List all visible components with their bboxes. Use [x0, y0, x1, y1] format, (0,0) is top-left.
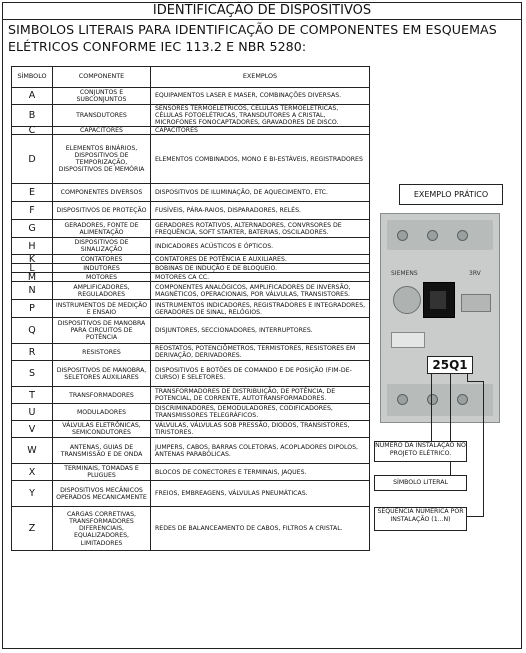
row-symbol: K [12, 255, 53, 264]
row-examples: SENSORES TERMOELÉTRICOS, CÉLULAS TERMOELÉTRICAS, CÉLULAS FOTOELÉTRICAS, TRANSDUTORES A CRISTAL, MICROFONES FONOCAPTADORES, GRAVADORES DE DISCO. [151, 105, 370, 127]
table-row [12, 404, 370, 421]
table-row [12, 184, 370, 202]
row-symbol: S [12, 361, 53, 387]
table-row [12, 300, 370, 318]
page-title: IDENTIFICAÇÃO DE DISPOSITIVOS [2, 2, 522, 20]
row-examples: TRANSFORMADORES DE DISTRIBUIÇÃO, DE POTÊNCIA, DE POTENCIAL, DE CORRENTE, AUTOTRANSFORMADORES. [151, 387, 370, 404]
header-examples: EXEMPLOS [151, 67, 370, 88]
table-row [12, 387, 370, 404]
annotation-numeric-sequence: SEQUÊNCIA NUMÉRICA POR INSTALAÇÃO (1...N) [374, 507, 467, 531]
table-row [12, 344, 370, 361]
row-symbol: T [12, 387, 53, 404]
row-examples: CONTATORES DE POTÊNCIA E AUXILIARES. [151, 255, 370, 264]
table-row [12, 318, 370, 344]
row-examples: BOBINAS DE INDUÇÃO E DE BLOQUEIO. [151, 264, 370, 273]
row-component: ELEMENTOS BINÁRIOS, DISPOSITIVOS DE TEMPORIZAÇÃO, DISPOSITIVOS DE MEMÓRIA [53, 135, 151, 184]
row-symbol: V [12, 421, 53, 438]
table-row [12, 255, 370, 264]
table-row [12, 438, 370, 464]
leader-line [467, 516, 484, 517]
row-symbol: R [12, 344, 53, 361]
example-label: EXEMPLO PRÁTICO [399, 184, 503, 205]
row-symbol: X [12, 464, 53, 481]
row-symbol: U [12, 404, 53, 421]
row-examples: REOSTATOS, POTENCIÔMETROS, TERMISTORES, RESISTORES EM DERIVAÇÃO, DERIVADORES. [151, 344, 370, 361]
row-symbol: Z [12, 507, 53, 551]
table-row [12, 282, 370, 300]
leader-line [483, 381, 484, 517]
row-symbol: F [12, 202, 53, 220]
symbol-table [11, 66, 370, 551]
row-examples: INSTRUMENTOS INDICADORES, REGISTRADORES E INTEGRADORES, GERADORES DE SINAL, RELÓGIOS. [151, 300, 370, 318]
header-symbol: SÍMBOLO [12, 67, 53, 88]
row-symbol: G [12, 220, 53, 238]
row-component: TRANSFORMADORES [53, 387, 151, 404]
row-examples: DISPOSITIVOS DE ILUMINAÇÃO, DE AQUECIMENTO, ETC. [151, 184, 370, 202]
device-brand: SIEMENS [391, 270, 418, 277]
terminal-screw-icon [427, 230, 438, 241]
terminal-screw-icon [457, 394, 468, 405]
rotary-switch-icon [423, 282, 455, 318]
row-examples: DISPOSITIVOS E BOTÕES DE COMANDO E DE POSIÇÃO (FIM-DE-CURSO) E SELETORES. [151, 361, 370, 387]
row-symbol: W [12, 438, 53, 464]
adjustment-knob-icon [393, 286, 421, 314]
device-model: 3RV [469, 270, 481, 277]
annotation-literal-symbol: SÍMBOLO LITERAL [374, 475, 467, 491]
row-component: TRANSDUTORES [53, 105, 151, 127]
row-component: DISPOSITIVOS DE PROTEÇÃO [53, 202, 151, 220]
terminal-screw-icon [397, 394, 408, 405]
row-examples: BLOCOS DE CONECTORES E TERMINAIS, JAQUES. [151, 464, 370, 481]
table-row [12, 421, 370, 438]
table-row [12, 202, 370, 220]
row-symbol: L [12, 264, 53, 273]
row-symbol: H [12, 238, 53, 255]
table-row [12, 464, 370, 481]
table-row [12, 127, 370, 135]
row-component: CONJUNTOS E SUBCONJUNTOS [53, 88, 151, 105]
table-row [12, 105, 370, 127]
row-component: INSTRUMENTOS DE MEDIÇÃO E ENSAIO [53, 300, 151, 318]
row-component: DISPOSITIVOS DE MANOBRA, SELETORES AUXILIARES [53, 361, 151, 387]
row-examples: VÁLVULAS, VÁLVULAS SOB PRESSÃO, DIODOS, TRANSISTORES, TIRISTORES. [151, 421, 370, 438]
subtitle-line-1: SIMBOLOS LITERAIS PARA IDENTIFICAÇÃO DE COMPONENTES EM ESQUEMAS [8, 22, 497, 37]
table-row [12, 135, 370, 184]
row-component: CARGAS CORRETIVAS, TRANSFORMADORES DIFERENCIAIS, EQUALIZADORES, LIMITADORES [53, 507, 151, 551]
device-tag: 25Q1 [427, 356, 473, 374]
table-row [12, 361, 370, 387]
row-examples: EQUIPAMENTOS LASER E MASER, COMBINAÇÕES DIVERSAS. [151, 88, 370, 105]
row-examples: FREIOS, EMBREAGENS, VÁLVULAS PNEUMÁTICAS. [151, 481, 370, 507]
row-symbol: A [12, 88, 53, 105]
page-subtitle [8, 21, 518, 55]
header-component: COMPONENTE [53, 67, 151, 88]
row-examples: DISJUNTORES, SECCIONADORES, INTERRUPTORES. [151, 318, 370, 344]
table-row [12, 507, 370, 551]
table-row [12, 264, 370, 273]
row-component: DISPOSITIVOS MECÂNICOS OPERADOS MECANICAMENTE [53, 481, 151, 507]
row-symbol: C [12, 127, 53, 135]
row-symbol: B [12, 105, 53, 127]
leader-line [467, 381, 484, 382]
row-examples: ELEMENTOS COMBINADOS, MONO E BI-ESTÁVEIS, REGISTRADORES [151, 135, 370, 184]
row-examples: DISCRIMINADORES, DEMODULADORES, CODIFICADORES, TRANSMISSORES TELEGRÁFICOS. [151, 404, 370, 421]
row-examples: GERADORES ROTATIVOS, ALTERNADORES, CONVRSORES DE FREQUÊNCIA, SOFT STARTER, BATERIAS, OSCILADORES. [151, 220, 370, 238]
row-component: DISPOSITIVOS DE SINALIZAÇÃO [53, 238, 151, 255]
row-component: INDUTORES [53, 264, 151, 273]
row-symbol: Q [12, 318, 53, 344]
device-label-plate [391, 332, 425, 348]
row-symbol: Y [12, 481, 53, 507]
annotation-installation-number: NÚMERO DA INSTALAÇÃO NO PROJETO ELÉTRICO. [374, 441, 467, 462]
table-row [12, 238, 370, 255]
row-symbol: D [12, 135, 53, 184]
row-examples: INDICADORES ACÚSTICOS E ÓPTICOS. [151, 238, 370, 255]
row-component: GERADORES, FONTE DE ALIMENTAÇÃO [53, 220, 151, 238]
row-component: RESISTORES [53, 344, 151, 361]
row-component: ANTENAS, GUIAS DE TRANSMISSÃO E DE ONDA [53, 438, 151, 464]
row-examples: FUSÍVEIS, PÁRA-RAIOS, DISPARADORES, RELÉS. [151, 202, 370, 220]
terminal-screw-icon [397, 230, 408, 241]
table-row [12, 273, 370, 282]
row-component: AMPLIFICADORES, REGULADORES [53, 282, 151, 300]
table-header-row [12, 67, 370, 88]
circuit-breaker-image [380, 213, 500, 423]
row-examples: CAPACITORES [151, 127, 370, 135]
row-symbol: P [12, 300, 53, 318]
row-component: MOTORES [53, 273, 151, 282]
row-examples: JUMPERS, CABOS, BARRAS COLETORAS, ACOPLADORES DIPOLOS, ANTENAS PARABÓLICAS. [151, 438, 370, 464]
table-row [12, 220, 370, 238]
table-row [12, 481, 370, 507]
row-component: VÁLVULAS ELETRÔNICAS, SEMICONDUTORES [53, 421, 151, 438]
row-component: CONTATORES [53, 255, 151, 264]
row-symbol: E [12, 184, 53, 202]
terminal-screw-icon [427, 394, 438, 405]
indicator-window [461, 294, 491, 312]
row-examples: MOTORES CA CC. [151, 273, 370, 282]
row-examples: REDES DE BALANCEAMENTO DE CABOS, FILTROS A CRISTAL. [151, 507, 370, 551]
row-symbol: M [12, 273, 53, 282]
row-examples: COMPONENTES ANALÓGICOS, AMPLIFICADORES DE INVERSÃO, MAGNÉTICOS, OPERACIONAIS, POR VÁLVULAS, TRANSISTORES. [151, 282, 370, 300]
row-symbol: N [12, 282, 53, 300]
row-component: CAPACITORES [53, 127, 151, 135]
row-component: TERMINAIS, TOMADAS E PLUGUES [53, 464, 151, 481]
subtitle-line-2: ELÉTRICOS CONFORME IEC 113.2 E NBR 5280: [8, 39, 307, 54]
row-component: DISPOSITIVOS DE MANOBRA PARA CIRCUITOS DE POTÊNCIA [53, 318, 151, 344]
row-component: MODULADORES [53, 404, 151, 421]
row-component: COMPONENTES DIVERSOS [53, 184, 151, 202]
table-row [12, 88, 370, 105]
leader-line [431, 374, 432, 441]
terminal-screw-icon [457, 230, 468, 241]
